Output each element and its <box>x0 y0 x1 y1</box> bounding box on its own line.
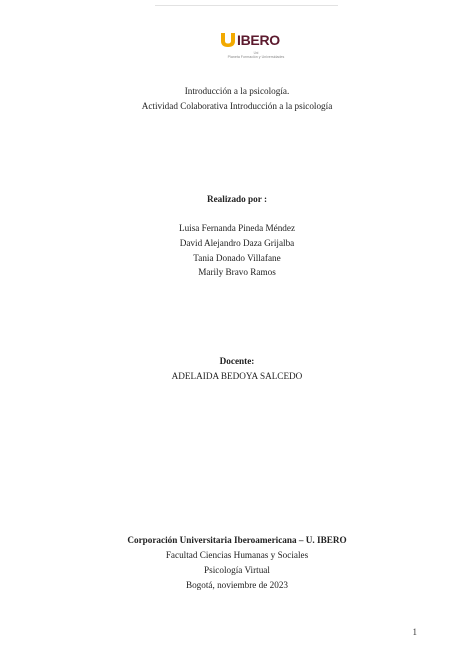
title-line-1: Introducción a la psicología. <box>184 86 290 96</box>
teacher-heading: Docente: <box>219 356 255 366</box>
author-name: Tania Donado Villafane <box>193 253 281 263</box>
title-line-2: Actividad Colaborativa Introducción a la psicología <box>141 101 333 111</box>
ibero-logo <box>220 33 292 63</box>
author-name: Marily Bravo Ramos <box>198 267 276 277</box>
program-name: Psicología Virtual <box>204 565 270 575</box>
authors-heading: Realizado por : <box>206 194 268 204</box>
institution-name: Corporación Universitaria Iberoamericana – U. IBERO <box>127 535 347 545</box>
logo-subtitle: Planeta Formación y Universidades <box>227 55 285 59</box>
teacher-name: ADELAIDA BEDOYA SALCEDO <box>171 371 303 381</box>
author-name: David Alejandro Daza Grijalba <box>179 238 295 248</box>
place-date: Bogotá, noviembre de 2023 <box>185 580 289 590</box>
logo-tagline: Uni <box>253 51 259 55</box>
author-name: Luisa Fernanda Pineda Méndez <box>178 223 296 233</box>
top-divider <box>155 5 338 6</box>
logo-wordmark: IBERO <box>237 32 280 48</box>
ibero-u-logo-icon <box>220 33 236 47</box>
page-number: 1 <box>412 627 417 637</box>
faculty-name: Facultad Ciencias Humanas y Sociales <box>165 550 309 560</box>
